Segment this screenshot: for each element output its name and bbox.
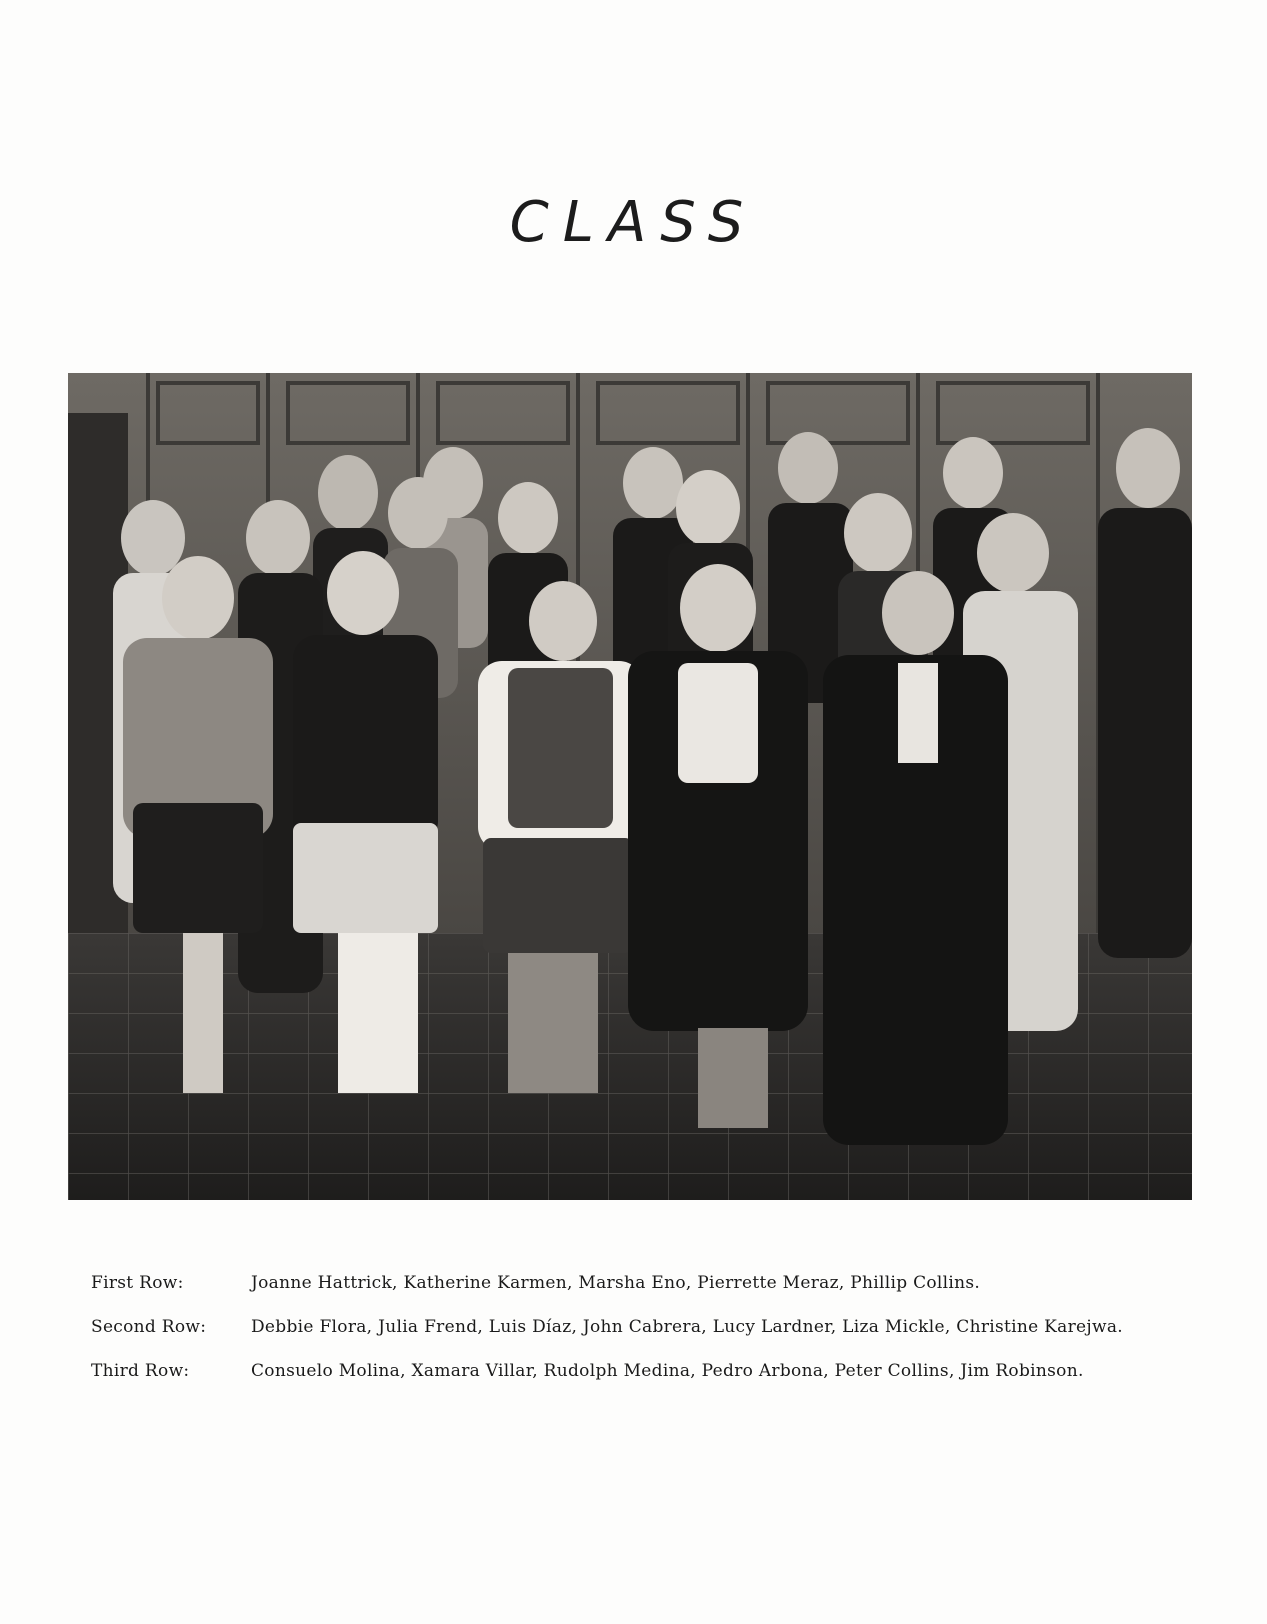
caption-names: Joanne Hattrick, Katherine Karmen, Marsha Eno, Pierrette Meraz, Phillip Collins. bbox=[251, 1273, 981, 1293]
caption-names: Debbie Flora, Julia Frend, Luis Díaz, John Cabrera, Lucy Lardner, Liza Mickle, Christine Karejwa. bbox=[251, 1317, 1123, 1337]
photo-captions bbox=[91, 1272, 1171, 1404]
page-title: CLASS bbox=[509, 190, 758, 255]
class-photo-illustration bbox=[68, 373, 1192, 1200]
caption-third-row bbox=[91, 1360, 1171, 1382]
caption-label: Second Row: bbox=[91, 1317, 207, 1337]
caption-first-row bbox=[91, 1272, 1171, 1294]
class-photo bbox=[68, 373, 1192, 1200]
caption-names: Consuelo Molina, Xamara Villar, Rudolph Medina, Pedro Arbona, Peter Collins, Jim Robinson. bbox=[251, 1361, 1084, 1381]
caption-label: Third Row: bbox=[91, 1361, 190, 1381]
caption-second-row bbox=[91, 1316, 1171, 1338]
caption-label: First Row: bbox=[91, 1273, 184, 1293]
